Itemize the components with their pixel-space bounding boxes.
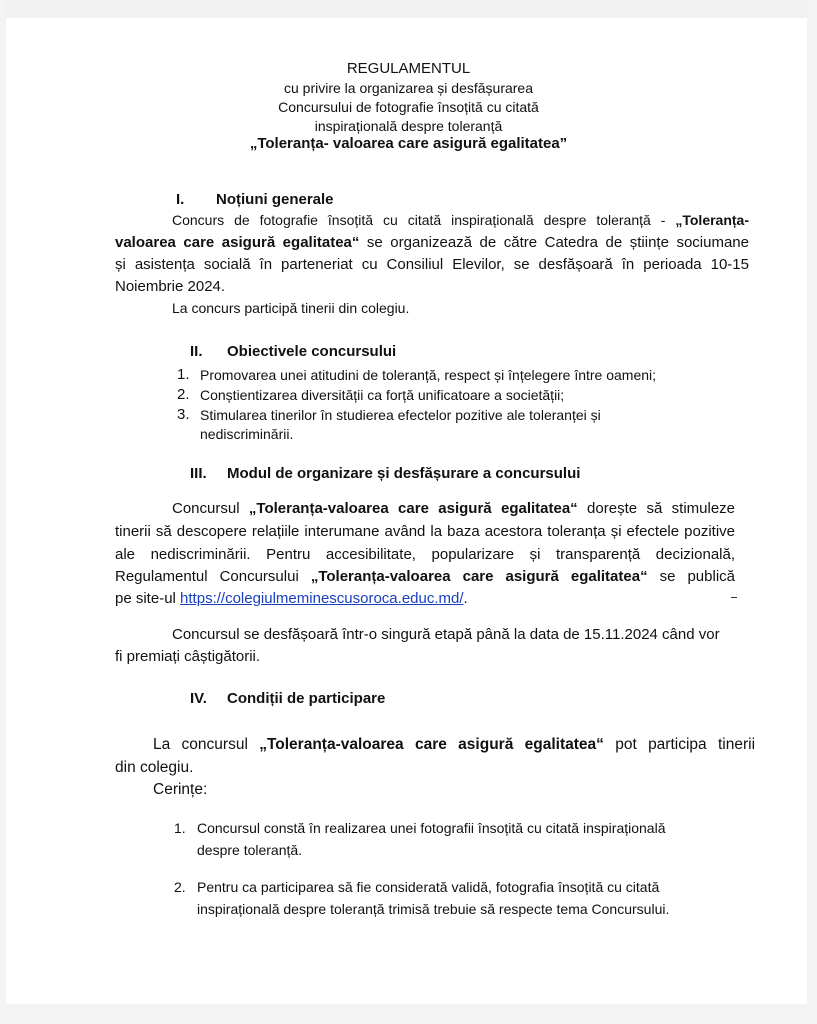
contest-name-bold: valoarea care asigură egalitatea“ xyxy=(115,234,360,251)
section-4-paragraph-line-2: din colegiu. xyxy=(115,759,194,776)
website-link[interactable]: https://colegiulmeminescusoroca.educ.md/ xyxy=(180,590,464,607)
list-item-number: 3. xyxy=(177,406,190,423)
list-item-number: 1. xyxy=(174,820,186,836)
header-line-2: cu privire la organizarea și desfășurarea xyxy=(283,80,533,96)
page-margin-left xyxy=(0,0,6,1024)
contest-name-bold: „Toleranța-valoarea care asigură egalitatea“ xyxy=(248,500,578,517)
section-4-number: IV. xyxy=(190,690,207,707)
header-line-4: inspirațională despre toleranță xyxy=(314,118,503,134)
text-run: se publică xyxy=(647,568,735,585)
header-line-3: Concursului de fotografie însoțită cu citată xyxy=(278,99,539,115)
section-1-paragraph-2: La concurs participă tinerii din colegiu. xyxy=(172,300,410,316)
section-1-paragraph-line-3: și asistența socială în parteneriat cu Consiliul Elevilor, se desfășoară în perioada 10-15 xyxy=(115,256,749,273)
section-1-title: Noțiuni generale xyxy=(216,191,334,208)
page-margin-bottom xyxy=(0,1004,817,1024)
objective-item-2: Conștientizarea diversității ca forță unificatoare a societății; xyxy=(200,387,565,403)
section-3-paragraph-line-3: ale nediscriminării. Pentru accesibilitate, popularizare și transparență decizională, xyxy=(115,546,735,563)
text-run: dorește să stimuleze xyxy=(577,500,736,517)
section-3-paragraph-line-4 xyxy=(115,568,735,585)
section-3-paragraph-line-1 xyxy=(172,500,735,517)
objective-item-3: Stimularea tinerilor în studierea efectelor pozitive ale toleranței și xyxy=(200,407,601,423)
requirement-item-1-continued: despre toleranță. xyxy=(197,842,303,858)
section-1-paragraph-line-2 xyxy=(115,234,749,251)
objective-item-1: Promovarea unei atitudini de toleranță, respect și înțelegere între oameni; xyxy=(200,367,657,383)
contest-name-bold: „Toleranța-valoarea care asigură egalitatea“ xyxy=(259,736,604,753)
text-run: La concursul xyxy=(153,736,260,753)
text-run: . xyxy=(463,590,468,607)
list-item-number: 1. xyxy=(177,366,190,383)
text-run: se organizează de către Catedra de științe sociumane xyxy=(359,234,749,251)
text-run: Concursul xyxy=(172,500,249,517)
section-3-paragraph-2-line-1: Concursul se desfășoară într-o singură etapă până la data de 15.11.2024 când vor xyxy=(172,626,720,643)
page-margin-right xyxy=(807,0,817,1024)
text-run: Concurs de fotografie însoțită cu citată inspirațională despre toleranță - xyxy=(172,212,676,228)
list-item-number: 2. xyxy=(177,386,190,403)
stray-mark xyxy=(731,597,737,598)
page-margin-top xyxy=(0,0,817,18)
section-3-number: III. xyxy=(190,465,207,482)
section-1-paragraph-line-1 xyxy=(172,212,749,228)
requirement-item-2: Pentru ca participarea să fie considerată validă, fotografia însoțită cu citată xyxy=(197,879,660,895)
objective-item-3-continued: nediscriminării. xyxy=(200,426,294,442)
text-run: Regulamentul Concursului xyxy=(115,568,311,585)
text-run: pe site-ul xyxy=(115,590,181,607)
section-4-title: Condiții de participare xyxy=(227,690,386,707)
contest-title: „Toleranța- valoarea care asigură egalitatea” xyxy=(249,135,568,152)
contest-name-bold: „Toleranța- xyxy=(675,212,749,228)
requirements-label: Cerințe: xyxy=(153,781,208,798)
section-3-paragraph-line-5 xyxy=(115,590,468,607)
section-2-number: II. xyxy=(190,343,203,360)
section-3-paragraph-line-2: tinerii să descopere relațiile interumane având la baza acestora toleranța și efectele pozitive xyxy=(115,523,735,540)
section-1-number: I. xyxy=(176,191,185,208)
section-1-paragraph-line-4: Noiembrie 2024. xyxy=(115,278,226,295)
section-3-title: Modul de organizare și desfășurare a concursului xyxy=(227,465,581,482)
section-2-title: Obiectivele concursului xyxy=(227,343,397,360)
section-4-paragraph-line-1 xyxy=(153,736,755,754)
text-run: pot participa tinerii xyxy=(603,736,756,753)
requirement-item-1: Concursul constă în realizarea unei fotografii însoțită cu citată inspirațională xyxy=(197,820,666,836)
list-item-number: 2. xyxy=(174,879,186,895)
requirement-item-2-continued: inspirațională despre toleranță trimisă trebuie să respecte tema Concursului. xyxy=(197,901,670,917)
document-title: REGULAMENTUL xyxy=(346,60,471,77)
contest-name-bold: „Toleranța-valoarea care asigură egalitatea“ xyxy=(310,568,648,585)
section-3-paragraph-2-line-2: fi premiați câștigătorii. xyxy=(115,648,261,665)
